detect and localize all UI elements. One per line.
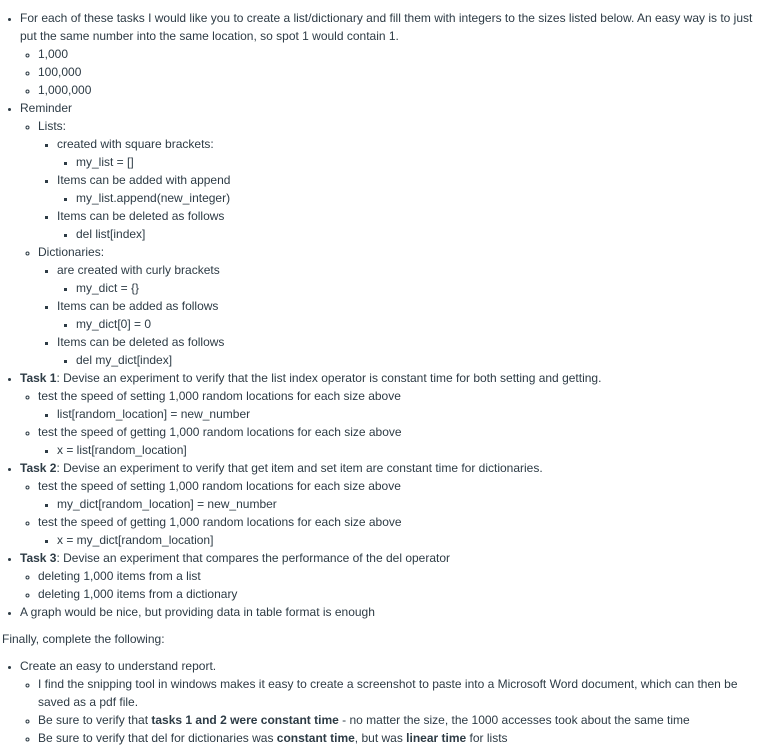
- report-verify2: [38, 729, 766, 747]
- verify2-pre: Be sure to verify that del for dictionaries was: [38, 731, 277, 745]
- verify1-post: - no matter the size, the 1000 accesses took about the same time: [338, 713, 690, 727]
- list-deleted: [57, 207, 766, 243]
- task1-get-text: test the speed of getting 1,000 random locations for each size above: [38, 425, 402, 439]
- code-line: ▪ del list[index]: [76, 225, 766, 243]
- task1-label: Task 1: [20, 371, 57, 385]
- task3-item: [20, 549, 766, 603]
- reminder-item: [20, 99, 766, 369]
- dict-deleted-sub: [57, 351, 766, 369]
- dict-created-text: are created with curly brackets: [57, 263, 220, 277]
- list-created-text: created with square brackets:: [57, 137, 214, 151]
- sizes-list: [20, 45, 766, 99]
- list-deleted-text: Items can be deleted as follows: [57, 209, 225, 223]
- code-line: ▪ my_dict[random_location] = new_number: [57, 495, 766, 513]
- code-line: ▪ my_list.append(new_integer): [76, 189, 766, 207]
- size-item: ◦ 1,000,000: [38, 81, 766, 99]
- task2-item: [20, 459, 766, 549]
- size-item: ◦ 1,000: [38, 45, 766, 63]
- lists-item: [38, 117, 766, 243]
- report-sublist: [20, 675, 766, 747]
- intro-text: For each of these tasks I would like you to create a list/dictionary and fill them with integers to the sizes listed below. An easy way is to just put the same number into the same location, so spot 1 would contain 1.: [20, 11, 753, 43]
- task2-get-text: test the speed of getting 1,000 random locations for each size above: [38, 515, 402, 529]
- lists-details: [38, 135, 766, 243]
- dicts-details: [38, 261, 766, 369]
- list-created: [57, 135, 766, 171]
- dict-created: [57, 261, 766, 297]
- code-line: ▪ x = list[random_location]: [57, 441, 766, 459]
- code-line: ▪ list[random_location] = new_number: [57, 405, 766, 423]
- report-text: Create an easy to understand report.: [20, 659, 217, 673]
- dict-deleted: [57, 333, 766, 369]
- list-added-text: Items can be added with append: [57, 173, 231, 187]
- verify2-post: for lists: [466, 731, 508, 745]
- task-list: [2, 9, 766, 621]
- task1-get-sub: [38, 441, 766, 459]
- dict-deleted-text: Items can be deleted as follows: [57, 335, 225, 349]
- task3-text: : Devise an experiment that compares the performance of the del operator: [56, 551, 451, 565]
- report-snip: ◦ I find the snipping tool in windows makes it easy to create a screenshot to paste into a Microsoft Word document, which can then be saved as a pdf file.: [38, 675, 766, 711]
- task2-get: [38, 513, 766, 549]
- verify2-bold2: linear time: [406, 731, 467, 745]
- verify1-pre: Be sure to verify that: [38, 713, 152, 727]
- dicts-item: [38, 243, 766, 369]
- list-created-sub: [57, 153, 766, 171]
- task2-label: Task 2: [20, 461, 57, 475]
- reminder-label: Reminder: [20, 101, 73, 115]
- verify2-bold1: constant time: [276, 731, 355, 745]
- task2-sublist: [20, 477, 766, 549]
- task1-item: [20, 369, 766, 459]
- intro-item: [20, 9, 766, 99]
- report-verify1: [38, 711, 766, 729]
- list-added: [57, 171, 766, 207]
- dict-created-sub: [57, 279, 766, 297]
- list-deleted-sub: [57, 225, 766, 243]
- task3-sublist: [20, 567, 766, 603]
- task1-set-sub: [38, 405, 766, 423]
- verify2-mid: , but was: [354, 731, 407, 745]
- task3-del-list: ◦ deleting 1,000 items from a list: [38, 567, 766, 585]
- task3-del-dict: ◦ deleting 1,000 items from a dictionary: [38, 585, 766, 603]
- task3-label: Task 3: [20, 551, 57, 565]
- task2-text: : Devise an experiment to verify that get item and set item are constant time for dictionaries.: [56, 461, 543, 475]
- report-list: [2, 657, 766, 747]
- lists-label: Lists:: [38, 119, 67, 133]
- task1-text: : Devise an experiment to verify that the list index operator is constant time for both setting and getting.: [56, 371, 602, 385]
- task2-set-text: test the speed of setting 1,000 random locations for each size above: [38, 479, 401, 493]
- graph-note: • A graph would be nice, but providing data in table format is enough: [20, 603, 766, 621]
- code-line: ▪ my_list = []: [76, 153, 766, 171]
- task2-set-sub: [38, 495, 766, 513]
- report-item: [20, 657, 766, 747]
- code-line: ▪ my_dict[0] = 0: [76, 315, 766, 333]
- task1-set-text: test the speed of setting 1,000 random locations for each size above: [38, 389, 401, 403]
- dict-added-sub: [57, 315, 766, 333]
- task1-get: [38, 423, 766, 459]
- task1-set: [38, 387, 766, 423]
- task2-get-sub: [38, 531, 766, 549]
- dict-added-text: Items can be added as follows: [57, 299, 219, 313]
- dict-added: [57, 297, 766, 333]
- reminder-sublist: [20, 117, 766, 369]
- code-line: ▪ x = my_dict[random_location]: [57, 531, 766, 549]
- task1-sublist: [20, 387, 766, 459]
- finally-text: Finally, complete the following:: [2, 632, 165, 646]
- verify1-bold: tasks 1 and 2 were constant time: [151, 713, 339, 727]
- code-line: ▪ my_dict = {}: [76, 279, 766, 297]
- list-added-sub: [57, 189, 766, 207]
- size-item: ◦ 100,000: [38, 63, 766, 81]
- task2-set: [38, 477, 766, 513]
- dicts-label: Dictionaries:: [38, 245, 105, 259]
- code-line: ▪ del my_dict[index]: [76, 351, 766, 369]
